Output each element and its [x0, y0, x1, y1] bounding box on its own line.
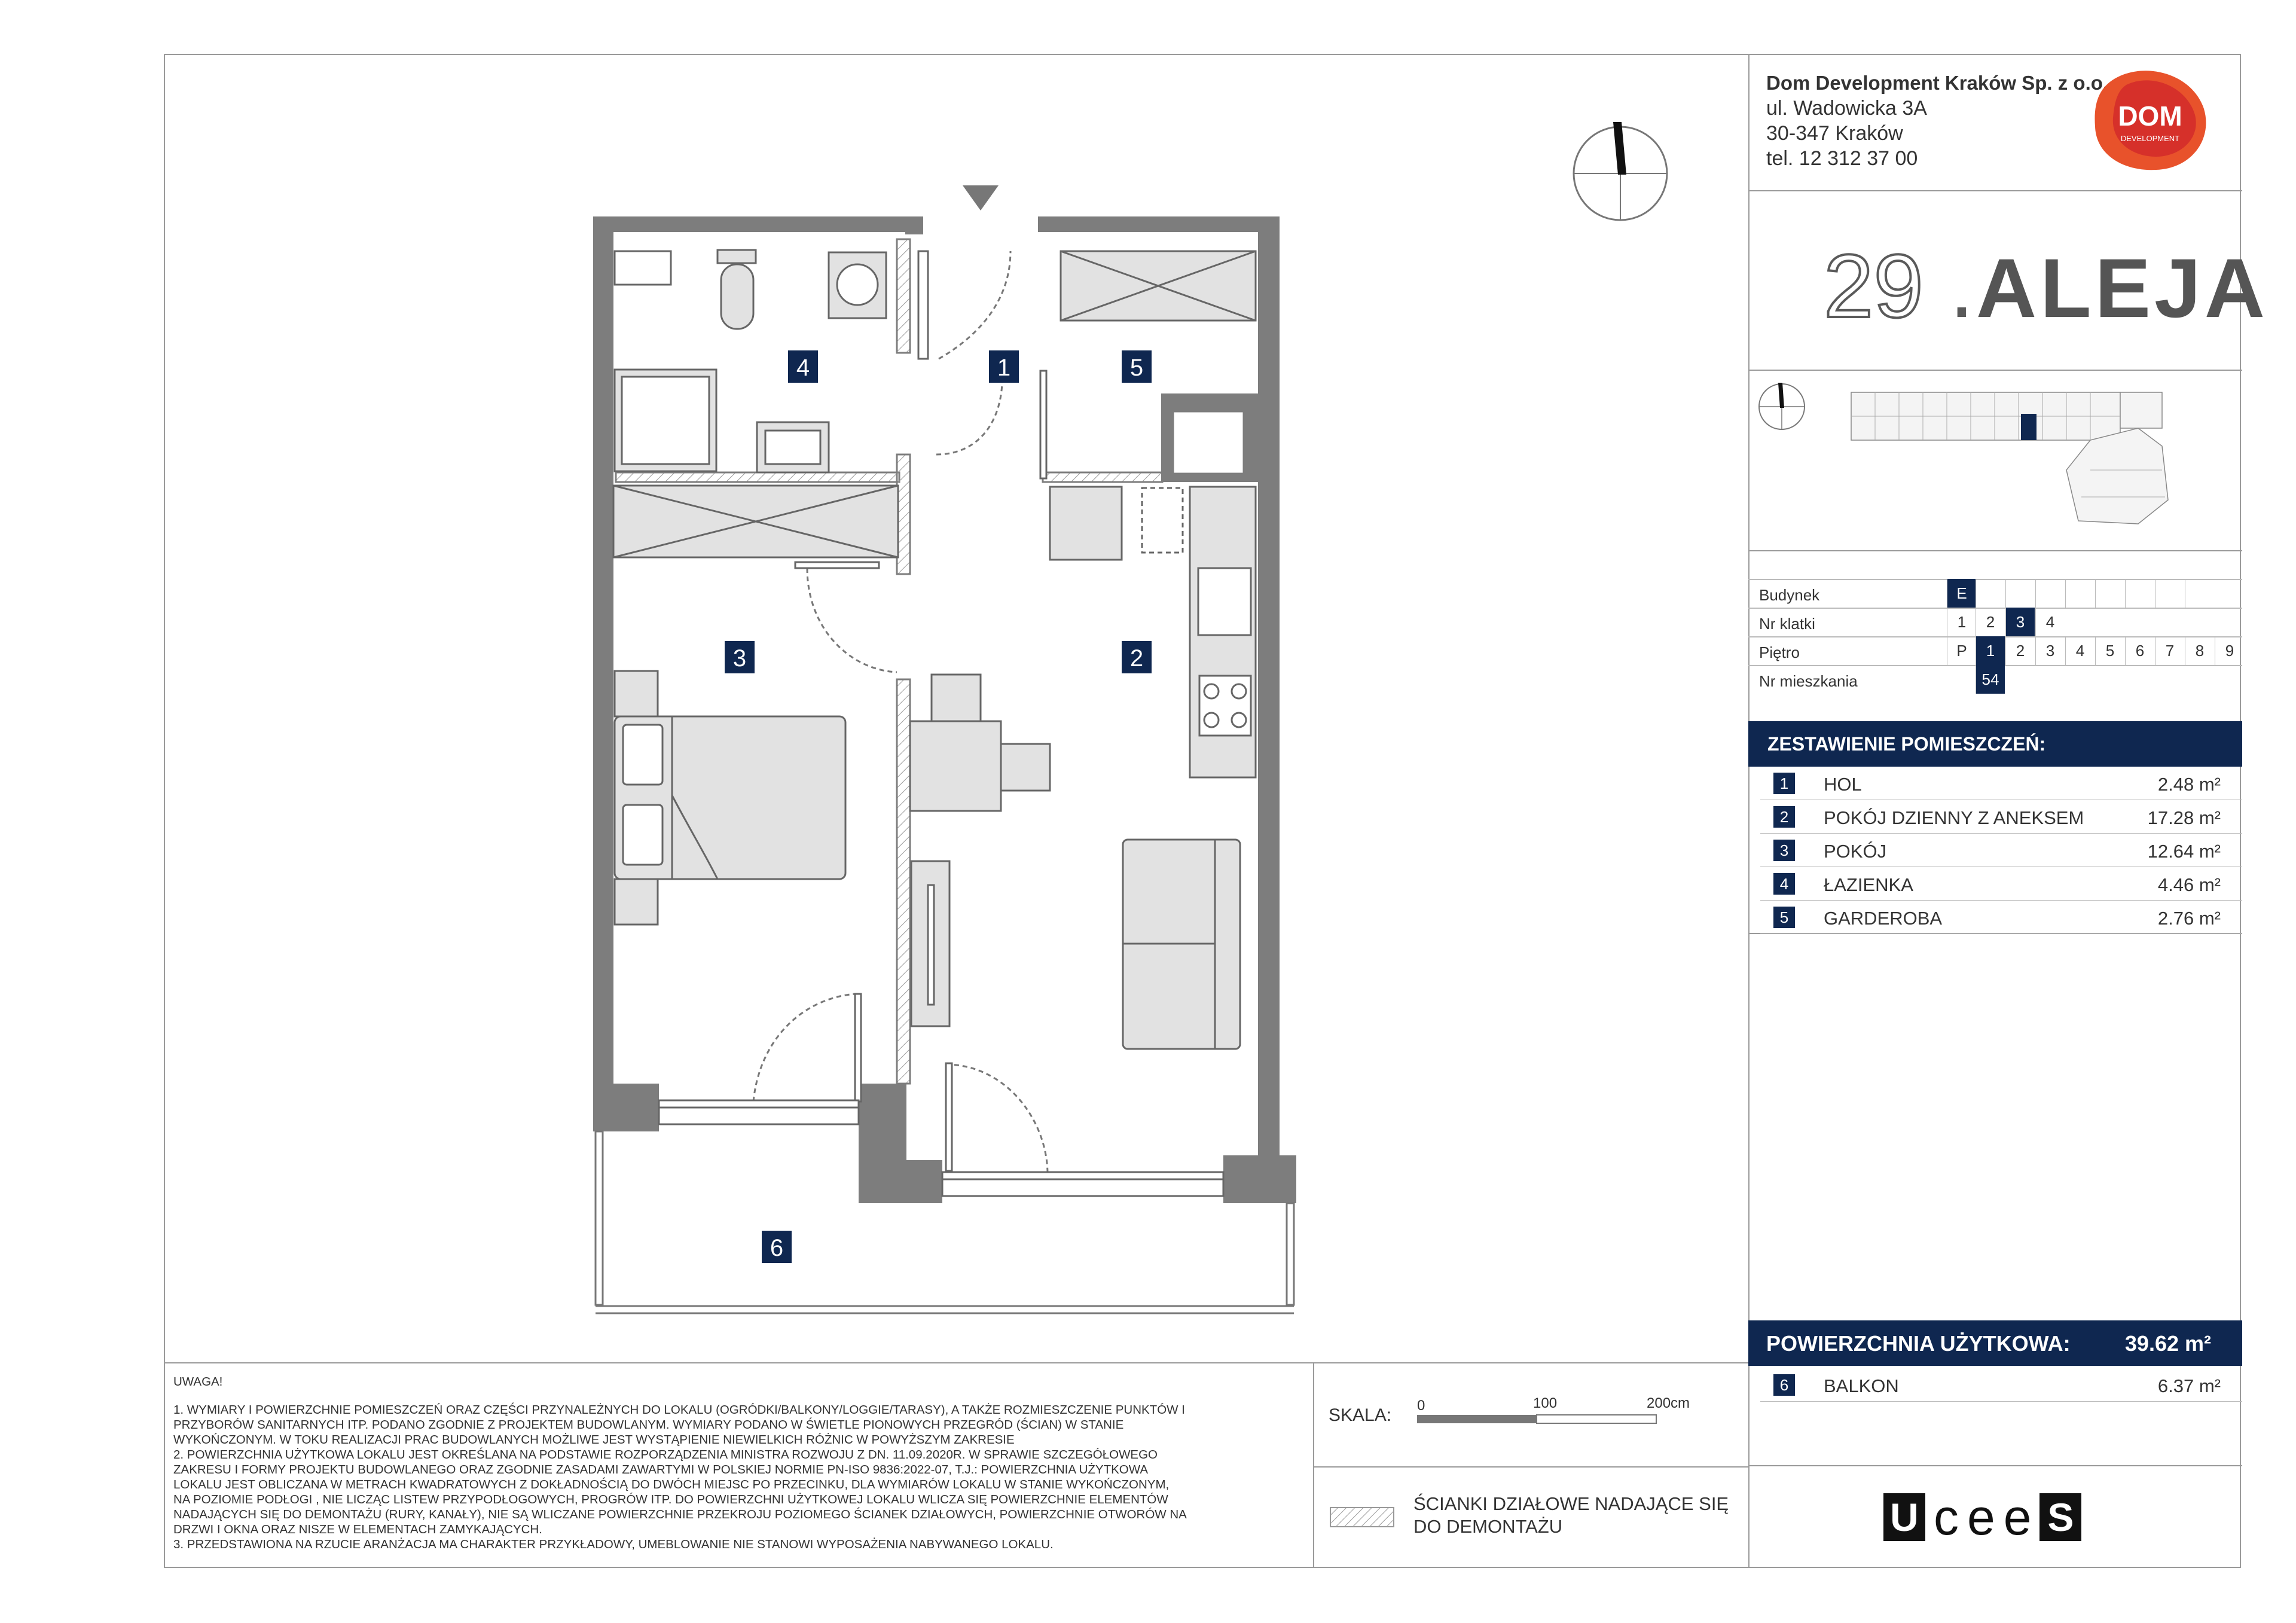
balcony-row: [1748, 1368, 2242, 1402]
room-number: 5: [1773, 907, 1795, 928]
building-row: [1748, 579, 2242, 608]
stair-cell: 2: [1976, 608, 2005, 636]
floor-cell: P: [1947, 636, 1976, 665]
notes-line: DRZWI I OKNA ORAZ NISZE W ELEMENTACH ZAMYKAJĄCYCH.: [173, 1523, 542, 1536]
plan-badge: 5: [1129, 355, 1144, 381]
brand-dot: .: [1949, 236, 1974, 336]
room-name: ŁAZIENKA: [1824, 874, 1913, 895]
demolition-line2: DO DEMONTAŻU: [1413, 1516, 1563, 1537]
floor-plan: [538, 167, 1315, 1340]
floor-row: [1748, 636, 2242, 665]
north-compass-icon: [1567, 120, 1674, 227]
notes-line: WYKOŃCZONYM. W TOKU REALIZACJI PRAC BUDOWLANYCH MOŻLIWE JEST WYSTĄPIENIE NIEWIELKICH RÓŻNIC W POWYŻSZYM ZAKRESIE: [173, 1433, 1015, 1447]
stair-cell-selected: 3: [2005, 608, 2035, 636]
notes-title: UWAGA!: [173, 1375, 223, 1389]
demolition-line1: ŚCIANKI DZIAŁOWE NADAJĄCE SIĘ: [1413, 1493, 1729, 1514]
scale-tick-0: 0: [1417, 1398, 1425, 1414]
stair-row: [1748, 608, 2242, 636]
flat-number-cell: 54: [1976, 665, 2005, 694]
logo-subtext: DEVELOPMENT: [2120, 134, 2180, 143]
scale-tick-100: 100: [1533, 1395, 1558, 1411]
room-number: 4: [1773, 873, 1795, 895]
company-phone: tel. 12 312 37 00: [1766, 147, 1918, 170]
scale-legend-divider: [1313, 1466, 1748, 1468]
dining-set: [910, 675, 1050, 811]
floor-cell: 4: [2065, 636, 2095, 665]
company-address: [1766, 71, 2108, 171]
scale-tick-200: 200cm: [1647, 1395, 1690, 1411]
project-brand-logo: [1770, 203, 2268, 347]
notes-line: NA POZIOMIE PODŁOGI , NIE LICZĄC LISTEW PRZYPODŁOGOWYCH, PROGRÓW ITP. DO POWIERZCHNI UŻYTKOWEJ LOKALU WLICZA SIĘ POWIERZCHNIE ELEMENTÓW: [173, 1493, 1168, 1506]
usable-area-value: 39.62 m²: [2124, 1331, 2211, 1356]
hatch-legend-icon: [1330, 1507, 1396, 1529]
double-bed: [615, 671, 845, 925]
floor-cell: 2: [2005, 636, 2035, 665]
flat-label: Nr mieszkania: [1759, 672, 1858, 690]
stair-label: Nr klatki: [1759, 615, 1815, 633]
plan-badge: 3: [732, 645, 747, 672]
room-row: [1748, 800, 2242, 834]
plan-badge: 6: [770, 1235, 784, 1261]
plan-badge: 1: [997, 355, 1011, 381]
floor-cell: 6: [2125, 636, 2154, 665]
building-cell: E: [1947, 579, 1976, 608]
balcony-area: 6.37 m²: [2157, 1375, 2221, 1396]
room-area: 12.64 m²: [2147, 841, 2221, 862]
scale-divider: [1313, 1362, 1314, 1568]
floor-cell: 7: [2155, 636, 2184, 665]
company-city: 30-347 Kraków: [1766, 122, 1903, 145]
ucees-letter: e: [1967, 1488, 1995, 1545]
room-row: [1748, 867, 2242, 901]
floor-cell: 8: [2185, 636, 2214, 665]
building-key-plan: [1755, 380, 2234, 542]
kitchen-units: [1050, 487, 1256, 777]
usable-area-label: POWIERZCHNIA UŻYTKOWA:: [1766, 1331, 2071, 1356]
sofa: [1123, 840, 1240, 1049]
ucees-letter: S: [2039, 1493, 2081, 1541]
sidebar-line-5: [1748, 1465, 2242, 1466]
notes-line: 2. POWIERZCHNIA UŻYTKOWA LOKALU JEST OKREŚLANA NA PODSTAWIE ROZPORZĄDZENIA MINISTRA ROZWOJU Z DN. 11.09.2020R. W SPRAWIE SZCZEGÓŁOWEGO: [173, 1448, 1158, 1462]
balcony-number: 6: [1773, 1374, 1795, 1396]
room-area: 2.48 m²: [2157, 774, 2221, 795]
room-number: 1: [1773, 773, 1795, 794]
scale-bar: [1411, 1393, 1710, 1441]
flat-row: [1748, 665, 2242, 694]
logo-text: DOM: [2118, 100, 2182, 132]
rooms-header: ZESTAWIENIE POMIESZCZEŃ:: [1748, 721, 2242, 767]
room-name: GARDEROBA: [1824, 908, 1943, 929]
floor-cell-selected: 1: [1976, 636, 2005, 665]
ucees-logo: [1883, 1488, 2081, 1545]
room-number: 2: [1773, 806, 1795, 828]
key-compass-icon: [1759, 383, 1805, 429]
notes-line: PRZYBORÓW SANITARNYCH ITP. PODANO ZGODNIE Z PROJEKTEM BUDOWLANYM. WYMIARY PODANO W ŚWIETLE PIONOWYCH PRZEGRÓD (ŚCIAN) W STANIE: [173, 1418, 1124, 1432]
entrance-arrow-icon: [963, 185, 999, 210]
room-row: [1748, 901, 2242, 934]
room-number: 3: [1773, 840, 1795, 861]
notes-line: 3. PRZEDSTAWIONA NA RZUCIE ARANŻACJA MA CHARAKTER PRZYKŁADOWY, UMEBLOWANIE NIE STANOWI WYPOSAŻENIA NABYWANEGO LOKALU.: [173, 1537, 1054, 1551]
doors: [795, 251, 1046, 1171]
notes-line: LOKALU JEST OBLICZANA W METRACH KWADRATOWYCH Z DOKŁADNOŚCIĄ DO DWÓCH MIEJSC PO PRZECINKU, DLA WYMIARÓW LOKALU W STANIE WYKOŃCZONYM,: [173, 1478, 1170, 1491]
brand-name: ALEJA: [1976, 241, 2268, 335]
room-row: [1748, 834, 2242, 867]
room-area: 2.76 m²: [2157, 908, 2221, 929]
ucees-letter: e: [2003, 1488, 2032, 1545]
demolition-legend: [1413, 1493, 1729, 1538]
balcony-name: BALKON: [1824, 1375, 1899, 1396]
tv-cabinet: [911, 861, 949, 1026]
company-street: ul. Wadowicka 3A: [1766, 97, 1927, 120]
scale-label: SKALA:: [1329, 1405, 1392, 1425]
notes-line: NADAJĄCYCH SIĘ DO DEMONTAŻU (RURY, KANAŁY), NIE SĄ WLICZANE POWIERZCHNIE PRZEKROJU POZIOMEGO ŚCIANEK DZIAŁOWYCH, POWIERZCHNIE OTWORÓW NA: [173, 1508, 1187, 1521]
plan-badge: 4: [796, 355, 810, 381]
floor-cell: 9: [2215, 636, 2244, 665]
notes-divider: [164, 1362, 1748, 1363]
room-name: POKÓJ: [1824, 841, 1887, 862]
ucees-letter: U: [1883, 1493, 1925, 1541]
plan-badge: 2: [1129, 645, 1144, 672]
stair-cell: 1: [1947, 608, 1976, 636]
dom-development-logo: [2090, 67, 2210, 173]
usable-area-total: [1748, 1320, 2242, 1366]
company-name: Dom Development Kraków Sp. z o.o.: [1766, 72, 2109, 94]
sidebar-line-2: [1748, 370, 2242, 371]
floor-cell: 5: [2095, 636, 2124, 665]
building-label: Budynek: [1759, 586, 1820, 604]
room-area: 4.46 m²: [2157, 874, 2221, 895]
balcony-railing: [596, 1131, 1294, 1313]
stair-cell: 4: [2035, 608, 2065, 636]
sidebar-line-1: [1748, 190, 2242, 191]
room-row: [1748, 767, 2242, 800]
key-plan-unit-highlight: [2021, 414, 2037, 440]
room-name: HOL: [1824, 774, 1862, 795]
notes-line: ZAKRESU I FORMY PROJEKTU BUDOWLANEGO ORAZ ZGODNIE ZASADAMI ZAWARTYMI W POLSKIEJ NORMIE PN-ISO 9836:2022-07, T.J.: POWIERZCHNIA UŻYTKOWA: [173, 1463, 1149, 1476]
notes-line: 1. WYMIARY I POWIERZCHNIE POMIESZCZEŃ ORAZ CZĘŚCI PRZYNALEŻNYCH DO LOKALU (OGRÓDKI/BALKONY/LOGGIE/TARASY), A TAKŻE ROZMIESZCZENIE PUNKTÓW I: [173, 1403, 1185, 1417]
floor-label: Piętro: [1759, 643, 1800, 661]
room-name: POKÓJ DZIENNY Z ANEKSEM: [1824, 807, 2084, 828]
ucees-letter: c: [1934, 1488, 1959, 1545]
brand-number: 29: [1824, 236, 1923, 336]
floor-cell: 3: [2035, 636, 2065, 665]
sidebar-line-3: [1748, 550, 2242, 551]
room-area: 17.28 m²: [2147, 807, 2221, 828]
bathroom-fixtures: [615, 250, 886, 472]
disclaimer-notes: [173, 1374, 1297, 1552]
